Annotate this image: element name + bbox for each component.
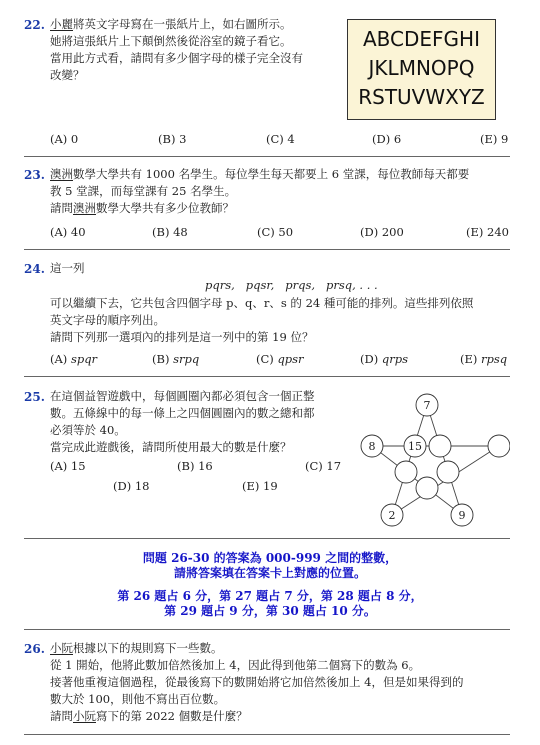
option-label: (D): [360, 352, 379, 366]
option-c[interactable]: (C) 4: [266, 132, 295, 146]
question-text-line: [50, 17, 292, 32]
circle-left-value: 8: [368, 440, 376, 453]
divider: [24, 538, 510, 539]
question-number: 24.: [24, 262, 45, 276]
circle-top-value: 7: [423, 399, 431, 412]
option-a[interactable]: [50, 352, 97, 366]
question-number: 26.: [24, 642, 45, 656]
divider: [24, 629, 510, 630]
divider: [24, 734, 510, 735]
question-text-line: 數大於 100，則他不寫出百位數。: [50, 692, 226, 706]
text-fragment: 數學大學共有多少位教師？: [96, 201, 234, 215]
divider: [24, 156, 510, 157]
question-text-line: 教 5 堂課，而每堂課有 25 名學生。: [50, 184, 237, 198]
option-e[interactable]: (E) 9: [480, 132, 509, 146]
circle-inner-right[interactable]: [437, 461, 459, 483]
name-underlined: 小阮: [73, 709, 96, 723]
circle-inner-left[interactable]: [395, 461, 417, 483]
divider: [24, 249, 510, 250]
name-underlined: 澳洲: [50, 167, 73, 181]
notice-line: 第 26 題占 6 分，第 27 題占 7 分，第 28 題占 8 分，: [117, 589, 423, 603]
text-fragment: 請問: [50, 201, 73, 215]
option-label: (C): [256, 352, 274, 366]
option-a[interactable]: (A) 15: [50, 459, 86, 473]
puzzle-lines: [372, 405, 499, 515]
permutation-sequence: pqrs, pqsr, prqs, prsq, . . .: [205, 278, 378, 292]
question-text-line: 請問下列那一選項內的排列是這一列中的第 19 位？: [50, 330, 314, 344]
question-text-line: [50, 709, 248, 724]
text-fragment: 請問: [50, 709, 73, 723]
option-value: spqr: [70, 352, 98, 366]
notice-line: 問題 26-30 的答案為 000-999 之間的整數，: [142, 551, 398, 565]
question-text-line: 接著他重複這個過程，從最後寫下的數開始將它加倍然後加上 4，但是如果得到的: [50, 675, 464, 689]
name-underlined: 澳洲: [73, 201, 96, 215]
option-label: (B): [152, 352, 170, 366]
question-text-line: [50, 201, 234, 216]
option-c[interactable]: (C) 50: [257, 225, 294, 239]
name-underlined: 小阮: [50, 641, 73, 655]
question-text-line: 在這個益智遊戲中，每個圓圈內都必須包含一個正整: [50, 389, 315, 403]
option-b[interactable]: (B) 16: [177, 459, 213, 473]
option-value: rpsq: [481, 352, 508, 366]
puzzle-circles: [361, 394, 510, 526]
question-text-line: 從 1 開始，他將此數加倍然後加上 4，因此得到他第二個寫下的數為 6。: [50, 658, 421, 672]
option-c[interactable]: (C) 17: [305, 459, 342, 473]
option-value: srpq: [173, 352, 200, 366]
option-value: qrps: [381, 352, 408, 366]
option-c[interactable]: [256, 352, 304, 366]
circle-right[interactable]: [488, 435, 510, 457]
question-text-line: 可以繼續下去，它共包含四個字母 p、q、r、s 的 24 種可能的排列。這些排列依照: [50, 296, 474, 310]
option-label: (A): [50, 352, 68, 366]
text-fragment: 數學大學共有 1000 名學生。每位學生每天都要上 6 堂課，每位教師每天都要: [73, 167, 470, 181]
question-text-line: [50, 641, 223, 656]
text-fragment: 將英文字母寫在一張紙片上，如右圖所示。: [73, 17, 292, 31]
option-a[interactable]: (A) 0: [50, 132, 79, 146]
name-underlined: 小麗: [50, 17, 73, 31]
option-b[interactable]: (B) 48: [152, 225, 188, 239]
circle-bottom-right-value: 9: [458, 509, 466, 522]
notice-line: 第 29 題占 9 分，第 30 題占 10 分。: [164, 604, 376, 618]
question-text-line: 數。五條線中的每一條上之四個圓圈內的數之總和都: [50, 406, 315, 420]
circle-inner-bottom[interactable]: [416, 477, 438, 499]
question-text-line: 必須等於 40。: [50, 423, 126, 437]
circle-inner-top-left-value: 15: [408, 440, 422, 453]
option-d[interactable]: [360, 352, 408, 366]
option-d[interactable]: (D) 6: [372, 132, 402, 146]
alphabet-row: RSTUVWXYZ: [358, 85, 485, 109]
question-number: 25.: [24, 390, 45, 404]
option-d[interactable]: (D) 18: [113, 479, 150, 493]
question-text-line: 當完成此遊戲後，請問所使用最大的數是什麼？: [50, 440, 292, 454]
option-b[interactable]: (B) 3: [158, 132, 187, 146]
question-text-line: 這一列: [50, 261, 85, 275]
question-number: 23.: [24, 168, 45, 182]
notice-line: 請將答案填在答案卡上對應的位置。: [173, 566, 366, 580]
option-e[interactable]: (E) 19: [242, 479, 278, 493]
question-text-line: 英文字母的順序列出。: [50, 313, 165, 327]
option-value: qpsr: [277, 352, 304, 366]
circle-inner-top-right[interactable]: [429, 435, 451, 457]
text-fragment: 根據以下的規則寫下一些數。: [73, 641, 223, 655]
option-e[interactable]: (E) 240: [466, 225, 509, 239]
question-text-line: 她將這張紙片上下顛倒然後從浴室的鏡子看它。: [50, 34, 292, 48]
alphabet-row: JKLMNOPQ: [368, 56, 475, 80]
puzzle-numbers: [369, 399, 466, 522]
option-label: (E): [460, 352, 478, 366]
circle-bottom-left-value: 2: [388, 509, 396, 522]
question-text-line: [50, 167, 469, 182]
pentagram-puzzle: [350, 388, 510, 538]
option-b[interactable]: [152, 352, 199, 366]
alphabet-card: [347, 19, 496, 120]
divider: [24, 376, 510, 377]
option-a[interactable]: (A) 40: [50, 225, 86, 239]
question-text-line: 當用此方式看，請問有多少個字母的樣子完全沒有: [50, 51, 303, 65]
option-d[interactable]: (D) 200: [360, 225, 404, 239]
option-e[interactable]: [460, 352, 507, 366]
question-text-line: 改變？: [50, 68, 85, 82]
alphabet-row: ABCDEFGHI: [363, 27, 480, 51]
question-number: 22.: [24, 18, 45, 32]
text-fragment: 寫下的第 2022 個數是什麼？: [96, 709, 248, 723]
